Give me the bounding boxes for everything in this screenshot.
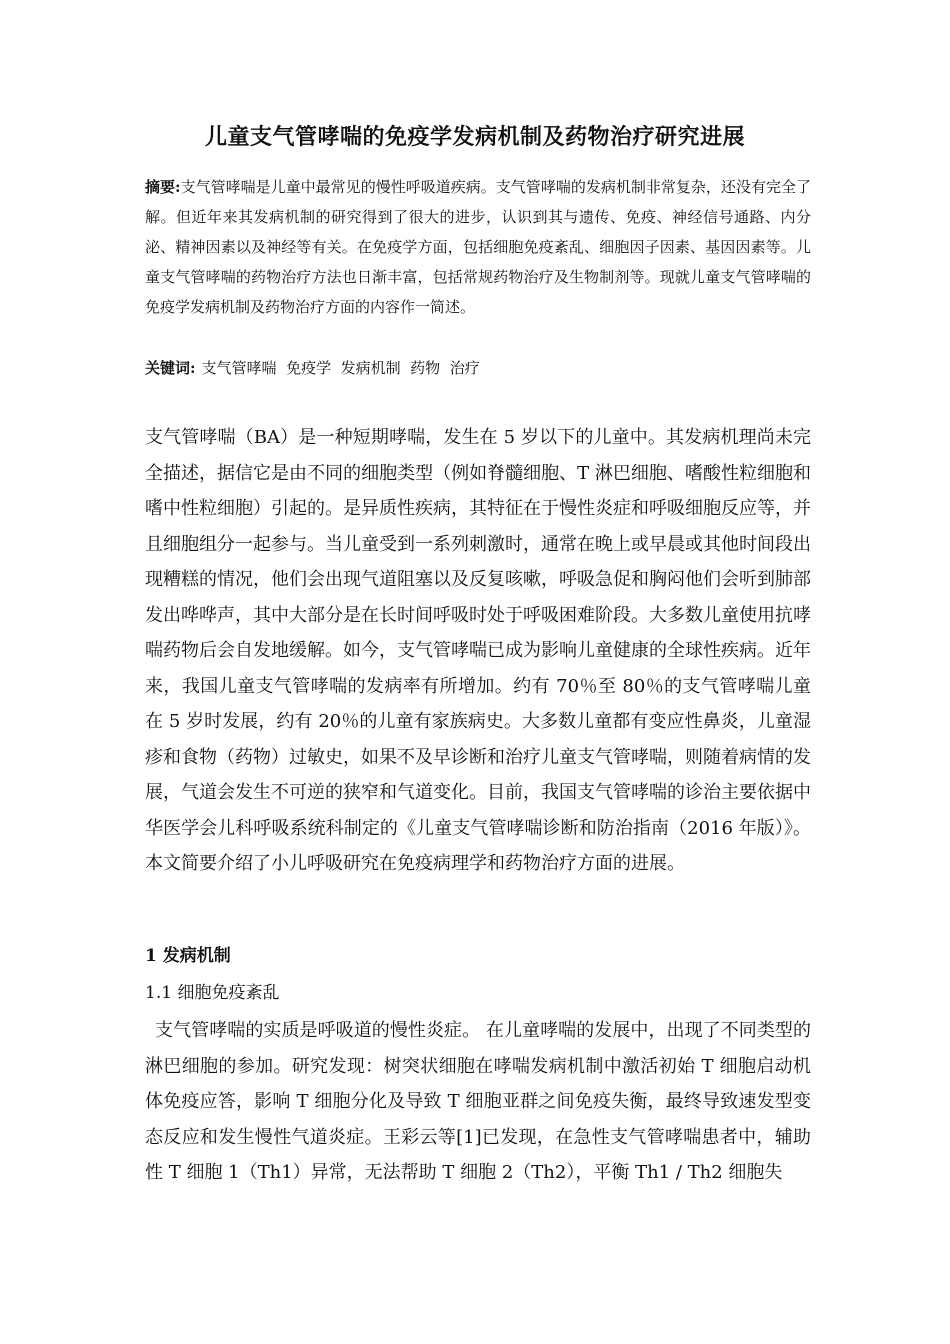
section-heading: 1 发病机制 <box>145 946 231 966</box>
keywords-label: 关键词: <box>145 359 196 377</box>
abstract-label: 摘要: <box>145 178 181 196</box>
subsection-paragraph: 支气管哮喘的实质是呼吸道的慢性炎症。 在儿童哮喘的发展中，出现了不同类型的淋巴细胞的参加。研究发现：树突状细胞在哮喘发病机制中激活初始 T 细胞启动机体免疫应答，影响 T 细胞分化及导致 T 细胞亚群之间免疫失衡，最终导致速发型变态反应和发生慢性气道炎症。王彩云等[1]已发现，在急性支气管哮喘患者中，辅助性 T 细胞 1（Th1）异常，无法帮助 T 细胞 2（Th2），平衡 Th1 / Th2 细胞失 <box>145 1020 811 1183</box>
abstract-text: 支气管哮喘是儿童中最常见的慢性呼吸道疾病。支气管哮喘的发病机制非常复杂，还没有完全了解。但近年来其发病机制的研究得到了很大的进步，认识到其与遗传、免疫、神经信号通路、内分泌、精神因素以及神经等有关。在免疫学方面，包括细胞免疫紊乱、细胞因子因素、基因因素等。儿童支气管哮喘的药物治疗方法也日渐丰富，包括常规药物治疗及生物制剂等。现就儿童支气管哮喘的免疫学发病机制及药物治疗方面的内容作一简述。 <box>145 178 811 316</box>
abstract <box>145 172 811 322</box>
keywords-text: 支气管哮喘 免疫学 发病机制 药物 治疗 <box>201 359 480 377</box>
keywords <box>145 353 811 383</box>
intro-paragraph: 支气管哮喘（BA）是一种短期哮喘，发生在 5 岁以下的儿童中。其发病机理尚未完全描述，据信它是由不同的细胞类型（例如脊髓细胞、T 淋巴细胞、嗜酸性粒细胞和嗜中性粒细胞）引起的。是异质性疾病，其特征在于慢性炎症和呼吸细胞反应等，并且细胞组分一起参与。当儿童受到一系列刺激时，通常在晚上或早晨或其他时间段出现糟糕的情况，他们会出现气道阻塞以及反复咳嗽，呼吸急促和胸闷他们会听到肺部发出哗哗声，其中大部分是在长时间呼吸时处于呼吸困难阶段。大多数儿童使用抗哮喘药物后会自发地缓解。如今，支气管哮喘已成为影响儿童健康的全球性疾病。近年来，我国儿童支气管哮喘的发病率有所增加。约有 70％至 80％的支气管哮喘儿童在 5 岁时发展，约有 20％的儿童有家族病史。大多数儿童都有变应性鼻炎，儿童湿疹和食物（药物）过敏史，如果不及早诊断和治疗儿童支气管哮喘，则随着病情的发展，气道会发生不可逆的狭窄和气道变化。目前，我国支气管哮喘的诊治主要依据中华医学会儿科呼吸系统科制定的《儿童支气管哮喘诊断和防治指南（2016 年版）》。本文简要介绍了小儿呼吸研究在免疫病理学和药物治疗方面的进展。 <box>145 427 811 874</box>
subsection-heading: 1.1 细胞免疫紊乱 <box>145 983 280 1003</box>
page-title: 儿童支气管哮喘的免疫学发病机制及药物治疗研究进展 <box>204 124 745 150</box>
